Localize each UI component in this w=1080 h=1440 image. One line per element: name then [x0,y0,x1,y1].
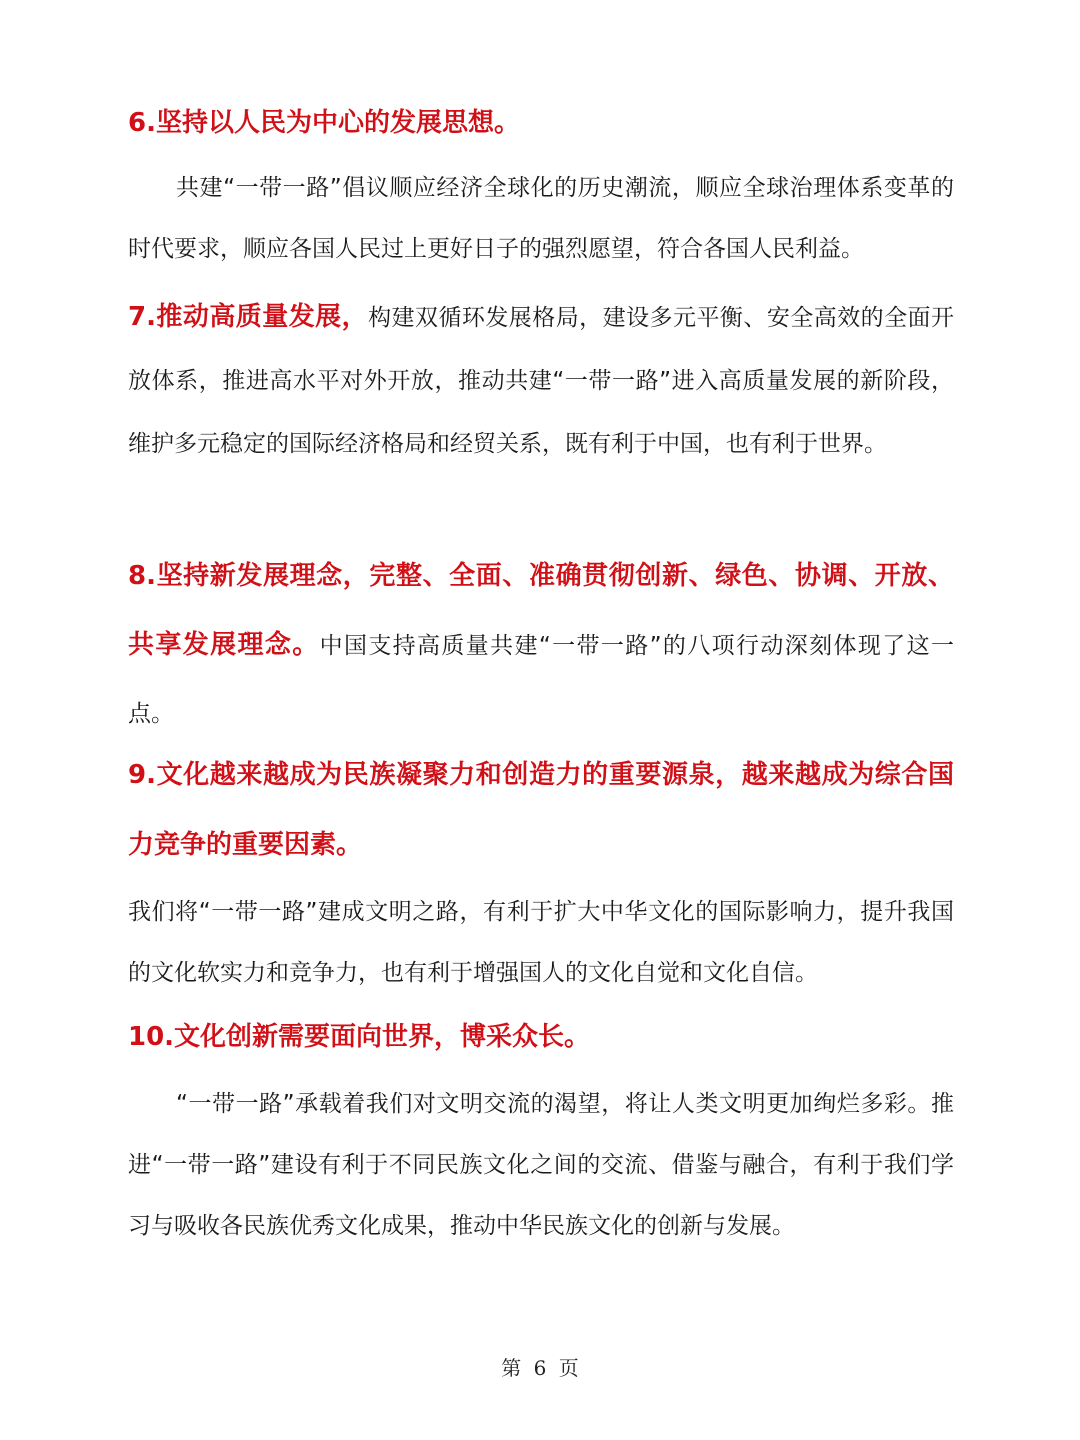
section-8-heading: 8.坚持新发展理念，完整、全面、准确贯彻创新、绿色、协调、开放、共享发展理念。 [128,561,954,660]
section-7-paragraph [128,286,954,476]
page-number: 第 6 页 [501,1356,579,1380]
section-10-body: “一带一路”承载着我们对文明交流的渴望，将让人类文明更加绚烂多彩。推进“一带一路”建设有利于不同民族文化之间的交流、借鉴与融合，有利于我们学习与吸收各民族优秀文化成果，推动中华民族文化的创新与发展。 [128,1091,954,1239]
section-7-body: 构建双循环发展格局，建设多元平衡、安全高效的全面开放体系，推进高水平对外开放，推动共建“一带一路”进入高质量发展的新阶段，维护多元稳定的国际经济格局和经贸关系，既有利于中国，也有利于世界。 [128,305,955,457]
section-9-heading: 9.文化越来越成为民族凝聚力和创造力的重要源泉，越来越成为综合国力竞争的重要因素。 [128,760,954,860]
section-9-body: 我们将“一带一路”建成文明之路，有利于扩大中华文化的国际影响力，提升我国的文化软实力和竞争力，也有利于增强国人的文化自觉和文化自信。 [128,899,954,986]
section-10-heading: 10.文化创新需要面向世界，博采众长。 [128,1022,591,1052]
section-6-body: 共建“一带一路”倡议顺应经济全球化的历史潮流，顺应全球治理体系变革的时代要求，顺应各国人民过上更好日子的强烈愿望，符合各国人民利益。 [128,175,954,262]
section-8-body: 中国支持高质量共建“一带一路”的八项行动深刻体现了这一点。 [128,633,954,727]
section-6-heading: 6.坚持以人民为中心的发展思想。 [128,108,520,138]
section-7-heading: 7.推动高质量发展， [128,302,369,332]
section-8-paragraph [128,542,954,748]
